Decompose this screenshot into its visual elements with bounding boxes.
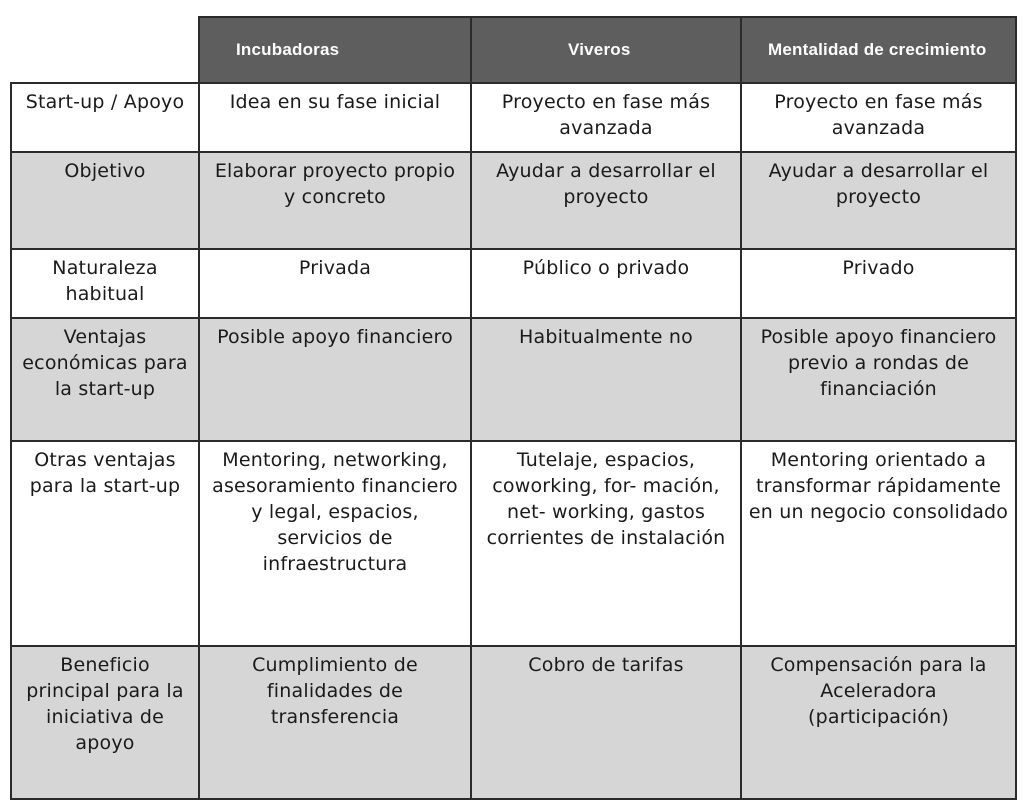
cell-mentalidad: Compensación para la Aceleradora (participación) [741,646,1016,799]
header-viveros: Viveros [471,17,741,83]
table-row [11,152,1016,249]
row-label: Naturaleza habitual [11,249,199,318]
cell-viveros: Habitualmente no [471,318,741,441]
cell-incubadoras: Mentoring, networking, asesoramiento financiero y legal, espacios, servicios de infraestructura [199,441,471,646]
cell-mentalidad: Mentoring orientado a transformar rápidamente en un negocio consolidado [741,441,1016,646]
row-label: Beneficio principal para la iniciativa de apoyo [11,646,199,799]
row-label: Objetivo [11,152,199,249]
cell-viveros: Proyecto en fase más avanzada [471,83,741,152]
cell-incubadoras: Cumplimiento de finalidades de transferencia [199,646,471,799]
table-row [11,249,1016,318]
cell-incubadoras: Privada [199,249,471,318]
cell-mentalidad: Posible apoyo financiero previo a rondas de financiación [741,318,1016,441]
cell-mentalidad: Privado [741,249,1016,318]
comparison-table [10,16,1017,800]
cell-incubadoras: Idea en su fase inicial [199,83,471,152]
corner-cell [11,17,199,83]
row-label: Ventajas económicas para la start-up [11,318,199,441]
header-row [11,17,1016,83]
header-mentalidad: Mentalidad de crecimiento [741,17,1016,83]
cell-mentalidad: Proyecto en fase más avanzada [741,83,1016,152]
cell-incubadoras: Posible apoyo financiero [199,318,471,441]
table-row [11,83,1016,152]
cell-viveros: Tutelaje, espacios, coworking, for- mación, net- working, gastos corrientes de instalación [471,441,741,646]
cell-incubadoras: Elaborar proyecto propio y concreto [199,152,471,249]
row-label: Start-up / Apoyo [11,83,199,152]
cell-viveros: Cobro de tarifas [471,646,741,799]
row-label: Otras ventajas para la start-up [11,441,199,646]
cell-viveros: Público o privado [471,249,741,318]
header-incubadoras: Incubadoras [199,17,471,83]
table-row [11,318,1016,441]
table-row [11,646,1016,799]
cell-viveros: Ayudar a desarrollar el proyecto [471,152,741,249]
cell-mentalidad: Ayudar a desarrollar el proyecto [741,152,1016,249]
table-row [11,441,1016,646]
